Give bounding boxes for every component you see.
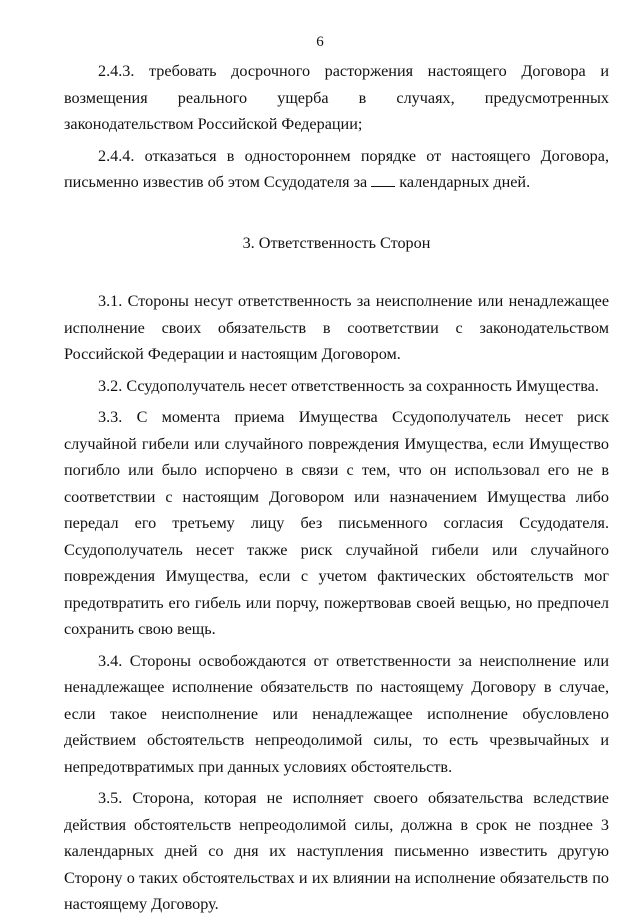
document-body — [64, 58, 609, 918]
blank-days-field — [371, 172, 395, 187]
clause-2-4-4 — [64, 143, 609, 196]
clause-2-4-4-text-before: 2.4.4. отказаться в одностороннем порядке от настоящего Договора, письменно известив об этом Ссудодателя за — [64, 146, 609, 191]
clause-3-4: 3.4. Стороны освобождаются от ответственности за неисполнение или ненадлежащее исполнение обязательств по настоящему Договору в случае, если такое неисполнение или ненадлежащее исполнение обусловлено действием обстоятельств непреодолимой силы, то есть чрезвычайных и непредотвратимых при данных условиях обстоятельств. — [64, 651, 609, 776]
clause-3-1: 3.1. Стороны несут ответственность за неисполнение или ненадлежащее исполнение своих обязательств в соответствии с законодательством Российской Федерации и настоящим Договором. — [64, 292, 609, 363]
clause-3-3: 3.3. С момента приема Имущества Ссудополучатель несет риск случайной гибели или случайного повреждения Имущества, если Имущество погибло или было испорчено в связи с тем, что он использовал его не в соответствии с настоящим Договором или назначением Имущества либо передал его третьему лицу без письменного согласия Ссудодателя. Ссудополучатель несет также риск случайной гибели или случайного повреждения Имущества, если с учетом фактических обстоятельств мог предотвратить его гибель или порчу, пожертвовав своей вещью, но предпочел сохранить свою вещь. — [64, 408, 609, 638]
page-number: 6 — [316, 34, 324, 50]
clause-2-4-4-text-after: календарных дней. — [395, 173, 531, 191]
clause-2-4-3: 2.4.3. требовать досрочного расторжения настоящего Договора и возмещения реального ущерба в случаях, предусмотренных законодательством Российской Федерации; — [64, 62, 609, 133]
section-heading: 3. Ответственность Сторон — [242, 233, 431, 252]
clause-3-5: 3.5. Сторона, которая не исполняет своего обязательства вследствие действия обстоятельств непреодолимой силы, должна в срок не позднее 3 календарных дней со дня их наступления письменно известить другую Сторону о таких обстоятельствах и их влиянии на исполнение обязательств по настоящему Договору. — [64, 789, 609, 913]
clause-3-2: 3.2. Ссудополучатель несет ответственность за сохранность Имущества. — [98, 376, 599, 395]
